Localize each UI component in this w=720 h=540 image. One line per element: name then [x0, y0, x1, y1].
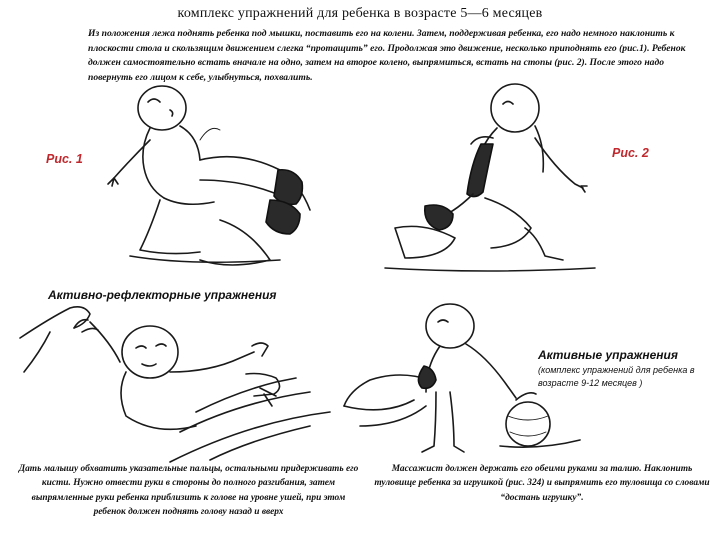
caption-left: Дать малышу обхватить указательные пальцы, остальными придерживать его кисти. Нужно отвести руки в стороны до полного разгибания, затем выпрямленные руки ребенка приблизить к голове на уровне ушей, при этом ребенок должен поднять голову назад и вверх — [18, 464, 359, 517]
caption-right: Массажист должен держать его обеими руками за талию. Наклонить туловище ребенка за игрушкой (рис. 324) и выпрямить его туловища со словами “достань игрушку”. — [374, 464, 710, 503]
intro-text: Из положения лежа поднять ребенка под мышки, поставить его на колени. Затем, поддерживая ребенка, его надо немного наклонить к плоскости стола и скользящим движением слегка “протащить” его. Продолжая это движение, несколько приподнять его (рис.1). Ребенок должен самостоятельно встать вначале на одно, затем на второе колено, выпрямиться, встать на стопы (рис. 2). После этого надо повернуть его лицом к себе, улыбнуться, похвалить. — [88, 28, 686, 83]
active-exercises-subtitle: (комплекс упражнений для ребенка в возрасте 9-12 месяцев ) — [538, 365, 695, 388]
baby-rising-from-knees-illustration — [385, 78, 605, 278]
reflex-exercises-title: Активно-рефлекторные упражнения — [48, 288, 277, 302]
baby-kneeling-supported-illustration — [100, 80, 330, 280]
active-exercises-title: Активные упражнения — [538, 348, 678, 362]
baby-arm-stretch-exercise-illustration — [20, 302, 340, 462]
page-title: комплекс упражнений для ребенка в возрасте 5—6 месяцев — [177, 6, 543, 21]
fig1-label: Рис. 1 — [46, 152, 83, 166]
fig2-label: Рис. 2 — [612, 146, 649, 160]
